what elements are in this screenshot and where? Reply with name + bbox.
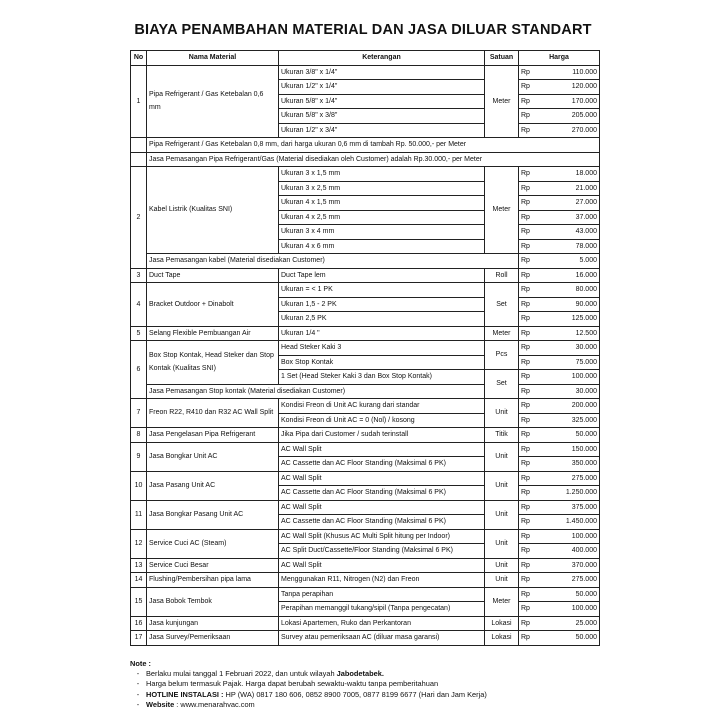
table-row	[131, 326, 600, 341]
note-validity: Berlaku mulai tanggal 1 Februari 2022, dan untuk wilayah	[146, 669, 337, 679]
page-title: BIAYA PENAMBAHAN MATERIAL DAN JASA DILUAR STANDART	[134, 22, 592, 38]
material-name: Pipa Refrigerant / Gas Ketebalan 0,6 mm	[147, 65, 279, 138]
harga: 5.000	[541, 254, 600, 269]
satuan: Meter	[485, 587, 519, 616]
currency: Rp	[519, 442, 541, 457]
table-row	[131, 631, 600, 646]
harga: 30.000	[541, 384, 600, 399]
satuan: Meter	[485, 167, 519, 254]
currency: Rp	[519, 355, 541, 370]
currency: Rp	[519, 268, 541, 283]
row-no: 1	[131, 65, 147, 138]
currency: Rp	[519, 167, 541, 182]
row-no-empty	[131, 152, 147, 167]
note-row: Jasa Pemasangan Pipa Refrigerant/Gas (Material disediakan oleh Customer) adalah Rp.30.000,- per Meter	[147, 152, 600, 167]
note-item	[130, 669, 630, 679]
row-no: 3	[131, 268, 147, 283]
table-row	[131, 587, 600, 602]
material-name: Freon R22, R410 dan R32 AC Wall Split	[147, 399, 279, 428]
harga: 78.000	[541, 239, 600, 254]
harga: 120.000	[541, 80, 600, 95]
harga: 110.000	[541, 65, 600, 80]
keterangan: Ukuran 4 x 6 mm	[279, 239, 485, 254]
harga: 170.000	[541, 94, 600, 109]
keterangan: Ukuran 3 x 2,5 mm	[279, 181, 485, 196]
keterangan: Ukuran 4 x 1,5 mm	[279, 196, 485, 211]
header-keterangan: Keterangan	[279, 51, 485, 66]
hotline-label: HOTLINE INSTALASI :	[146, 689, 224, 699]
harga: 37.000	[541, 210, 600, 225]
currency: Rp	[519, 297, 541, 312]
harga: 30.000	[541, 341, 600, 356]
harga: 25.000	[541, 616, 600, 631]
currency: Rp	[519, 515, 541, 530]
harga: 100.000	[541, 602, 600, 617]
satuan: Unit	[485, 399, 519, 428]
material-name: Jasa Survey/Pemeriksaan	[147, 631, 279, 646]
currency: Rp	[519, 529, 541, 544]
currency: Rp	[519, 254, 541, 269]
material-name: Box Stop Kontak, Head Steker dan Stop Kontak (Kualitas SNI)	[147, 341, 279, 385]
currency: Rp	[519, 326, 541, 341]
jasa-row: Jasa Pemasangan Stop kontak (Material disediakan Customer)	[147, 384, 485, 399]
table-row	[131, 138, 600, 153]
material-name: Service Cuci Besar	[147, 558, 279, 573]
website-label: Website	[146, 699, 175, 709]
harga: 205.000	[541, 109, 600, 124]
currency: Rp	[519, 384, 541, 399]
harga: 90.000	[541, 297, 600, 312]
row-no: 11	[131, 500, 147, 529]
keterangan: Kondisi Freon di Unit AC kurang dari standar	[279, 399, 485, 414]
harga: 150.000	[541, 442, 600, 457]
harga: 75.000	[541, 355, 600, 370]
currency: Rp	[519, 225, 541, 240]
harga: 21.000	[541, 181, 600, 196]
satuan: Unit	[485, 471, 519, 500]
keterangan: Ukuran 3/8" x 1/4"	[279, 65, 485, 80]
row-no: 6	[131, 341, 147, 399]
harga: 370.000	[541, 558, 600, 573]
keterangan: Lokasi Apartemen, Ruko dan Perkantoran	[279, 616, 485, 631]
keterangan: Jika Pipa dari Customer / sudah terinstall	[279, 428, 485, 443]
keterangan: AC Wall Split	[279, 558, 485, 573]
notes-heading: Note :	[130, 659, 151, 668]
harga: 275.000	[541, 573, 600, 588]
keterangan: Perapihan memanggil tukang/sipil (Tanpa pengecatan)	[279, 602, 485, 617]
currency: Rp	[519, 94, 541, 109]
table-row	[131, 341, 600, 356]
keterangan: Ukuran 3 x 4 mm	[279, 225, 485, 240]
keterangan: AC Cassette dan AC Floor Standing (Maksimal 6 PK)	[279, 515, 485, 530]
harga: 43.000	[541, 225, 600, 240]
currency: Rp	[519, 457, 541, 472]
row-no: 5	[131, 326, 147, 341]
currency: Rp	[519, 312, 541, 327]
keterangan: AC Cassette dan AC Floor Standing (Maksimal 6 PK)	[279, 486, 485, 501]
harga: 80.000	[541, 283, 600, 298]
bullet-dash: -	[136, 669, 140, 679]
material-name: Jasa Bongkar Unit AC	[147, 442, 279, 471]
currency: Rp	[519, 399, 541, 414]
jasa-row: Jasa Pemasangan kabel (Material disediakan Customer)	[147, 254, 519, 269]
keterangan: Ukuran = < 1 PK	[279, 283, 485, 298]
currency: Rp	[519, 587, 541, 602]
currency: Rp	[519, 616, 541, 631]
table-row	[131, 529, 600, 544]
currency: Rp	[519, 544, 541, 559]
row-no: 14	[131, 573, 147, 588]
harga: 50.000	[541, 587, 600, 602]
website-link[interactable]: : www.menarahvac.com	[174, 699, 255, 709]
table-row	[131, 167, 600, 182]
header-nama: Nama Material	[147, 51, 279, 66]
currency: Rp	[519, 428, 541, 443]
satuan: Unit	[485, 529, 519, 558]
harga: 275.000	[541, 471, 600, 486]
table-row	[131, 558, 600, 573]
material-name: Kabel Listrik (Kualitas SNI)	[147, 167, 279, 254]
harga: 16.000	[541, 268, 600, 283]
satuan: Unit	[485, 558, 519, 573]
currency: Rp	[519, 631, 541, 646]
note-text	[146, 690, 487, 700]
currency: Rp	[519, 413, 541, 428]
satuan: Unit	[485, 573, 519, 588]
satuan: Meter	[485, 326, 519, 341]
header-satuan: Satuan	[485, 51, 519, 66]
keterangan: Ukuran 5/8" x 1/4"	[279, 94, 485, 109]
material-name: Jasa Pasang Unit AC	[147, 471, 279, 500]
harga: 12.500	[541, 326, 600, 341]
currency: Rp	[519, 370, 541, 385]
currency: Rp	[519, 558, 541, 573]
material-name: Jasa Pengelasan Pipa Refrigerant	[147, 428, 279, 443]
table-row	[131, 442, 600, 457]
harga: 200.000	[541, 399, 600, 414]
note-item	[130, 679, 630, 689]
satuan: Unit	[485, 442, 519, 471]
satuan: Set	[485, 283, 519, 327]
currency: Rp	[519, 123, 541, 138]
harga: 125.000	[541, 312, 600, 327]
harga: 325.000	[541, 413, 600, 428]
keterangan: Ukuran 2,5 PK	[279, 312, 485, 327]
table-row	[131, 65, 600, 80]
table-row	[131, 500, 600, 515]
satuan: Pcs	[485, 341, 519, 370]
harga: 400.000	[541, 544, 600, 559]
row-no: 7	[131, 399, 147, 428]
keterangan: Survey atau pemeriksaan AC (diluar masa garansi)	[279, 631, 485, 646]
satuan: Set	[485, 370, 519, 399]
table-row	[131, 283, 600, 298]
keterangan: Kondisi Freon di Unit AC = 0 (Nol) / kosong	[279, 413, 485, 428]
row-no: 15	[131, 587, 147, 616]
harga: 350.000	[541, 457, 600, 472]
keterangan: Menggunakan R11, Nitrogen (N2) dan Freon	[279, 573, 485, 588]
table-row	[131, 152, 600, 167]
material-name: Service Cuci AC (Steam)	[147, 529, 279, 558]
currency: Rp	[519, 65, 541, 80]
keterangan: Ukuran 3 x 1,5 mm	[279, 167, 485, 182]
material-name: Selang Flexible Pembuangan Air	[147, 326, 279, 341]
table-row	[131, 428, 600, 443]
currency: Rp	[519, 471, 541, 486]
table-row	[131, 384, 600, 399]
keterangan: Duct Tape lem	[279, 268, 485, 283]
harga: 18.000	[541, 167, 600, 182]
keterangan: AC Wall Split	[279, 500, 485, 515]
table-row	[131, 616, 600, 631]
row-no-empty	[131, 138, 147, 153]
harga: 50.000	[541, 631, 600, 646]
price-table	[130, 50, 600, 646]
bullet-dash: -	[136, 679, 140, 689]
harga: 270.000	[541, 123, 600, 138]
keterangan: Ukuran 1,5 - 2 PK	[279, 297, 485, 312]
harga: 1.250.000	[541, 486, 600, 501]
row-no: 8	[131, 428, 147, 443]
hotline-numbers: HP (WA) 0817 180 606, 0852 8900 7005, 0877 8199 6677 (Hari dan Jam Kerja)	[223, 689, 487, 699]
row-no: 10	[131, 471, 147, 500]
keterangan: Tanpa perapihan	[279, 587, 485, 602]
material-name: Flushing/Pembersihan pipa lama	[147, 573, 279, 588]
note-text	[146, 700, 255, 710]
harga: 100.000	[541, 370, 600, 385]
row-no: 16	[131, 616, 147, 631]
keterangan: Ukuran 1/2" x 3/4"	[279, 123, 485, 138]
harga: 375.000	[541, 500, 600, 515]
note-item	[130, 700, 630, 710]
currency: Rp	[519, 80, 541, 95]
keterangan: AC Wall Split (Khusus AC Multi Split hitung per Indoor)	[279, 529, 485, 544]
table-row	[131, 268, 600, 283]
currency: Rp	[519, 196, 541, 211]
currency: Rp	[519, 181, 541, 196]
keterangan: AC Wall Split	[279, 471, 485, 486]
note-text	[146, 669, 384, 679]
keterangan: Ukuran 1/4 "	[279, 326, 485, 341]
row-no: 17	[131, 631, 147, 646]
material-name: Duct Tape	[147, 268, 279, 283]
keterangan: AC Cassette dan AC Floor Standing (Maksimal 6 PK)	[279, 457, 485, 472]
table-row	[131, 254, 600, 269]
bullet-dash: -	[136, 699, 140, 709]
header-harga: Harga	[519, 51, 600, 66]
currency: Rp	[519, 573, 541, 588]
row-no: 9	[131, 442, 147, 471]
satuan: Titik	[485, 428, 519, 443]
table-row	[131, 573, 600, 588]
table-header-row	[131, 51, 600, 66]
keterangan: Ukuran 5/8" x 3/8"	[279, 109, 485, 124]
note-row: Pipa Refrigerant / Gas Ketebalan 0,8 mm, dari harga ukuran 0,6 mm di tambah Rp. 50.000,- per Meter	[147, 138, 600, 153]
row-no: 4	[131, 283, 147, 327]
note-region: Jabodetabek.	[336, 669, 384, 679]
material-name: Jasa Bobok Tembok	[147, 587, 279, 616]
note-item	[130, 690, 630, 700]
notes-section	[130, 659, 630, 710]
header-no: No	[131, 51, 147, 66]
table-row	[131, 471, 600, 486]
currency: Rp	[519, 239, 541, 254]
keterangan: Ukuran 1/2" x 1/4"	[279, 80, 485, 95]
currency: Rp	[519, 500, 541, 515]
keterangan: 1 Set (Head Steker Kaki 3 dan Box Stop Kontak)	[279, 370, 485, 385]
material-name: Jasa kunjungan	[147, 616, 279, 631]
keterangan: Head Steker Kaki 3	[279, 341, 485, 356]
satuan: Meter	[485, 65, 519, 138]
row-no: 12	[131, 529, 147, 558]
harga: 1.450.000	[541, 515, 600, 530]
satuan: Lokasi	[485, 631, 519, 646]
keterangan: Ukuran 4 x 2,5 mm	[279, 210, 485, 225]
bullet-dash: -	[136, 689, 140, 699]
material-name: Bracket Outdoor + Dinabolt	[147, 283, 279, 327]
row-no: 13	[131, 558, 147, 573]
currency: Rp	[519, 486, 541, 501]
material-name: Jasa Bongkar Pasang Unit AC	[147, 500, 279, 529]
satuan: Roll	[485, 268, 519, 283]
keterangan: AC Wall Split	[279, 442, 485, 457]
currency: Rp	[519, 210, 541, 225]
table-row	[131, 399, 600, 414]
harga: 27.000	[541, 196, 600, 211]
harga: 50.000	[541, 428, 600, 443]
keterangan: AC Split Duct/Cassette/Floor Standing (Maksimal 6 PK)	[279, 544, 485, 559]
satuan: Unit	[485, 500, 519, 529]
satuan: Lokasi	[485, 616, 519, 631]
note-text: Harga belum termasuk Pajak. Harga dapat berubah sewaktu-waktu tanpa pemberitahuan	[146, 679, 439, 689]
currency: Rp	[519, 109, 541, 124]
currency: Rp	[519, 602, 541, 617]
harga: 100.000	[541, 529, 600, 544]
currency: Rp	[519, 283, 541, 298]
currency: Rp	[519, 341, 541, 356]
row-no: 2	[131, 167, 147, 269]
keterangan: Box Stop Kontak	[279, 355, 485, 370]
